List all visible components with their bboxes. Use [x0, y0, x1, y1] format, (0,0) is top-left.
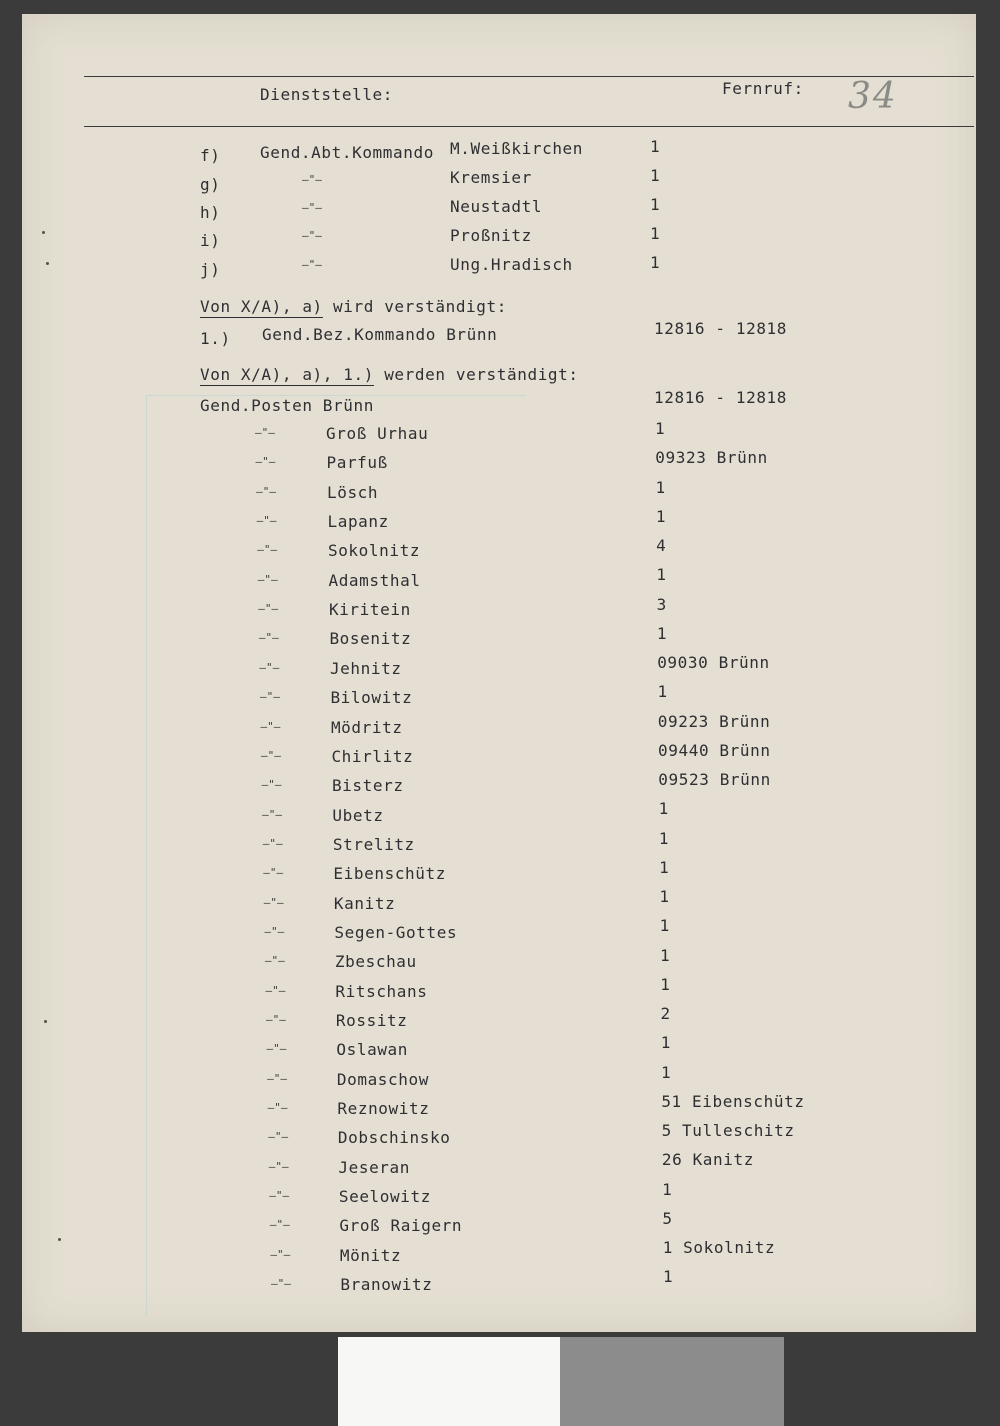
phone-value: 1	[659, 945, 671, 965]
fernruf-label: Fernruf:	[722, 79, 804, 98]
ditto-mark: —"—	[264, 954, 285, 968]
place-name: M.Weißkirchen	[450, 139, 584, 158]
phone-value: 12816 - 12818	[654, 388, 788, 407]
place-name: Neustadtl	[450, 197, 543, 216]
row-letter: g)	[200, 175, 221, 194]
ditto-mark: —"—	[255, 426, 275, 439]
paper-speck	[58, 1238, 61, 1241]
ditto-mark: —"—	[268, 1130, 289, 1144]
page-number: 34	[848, 76, 898, 117]
header-rule-top	[84, 76, 974, 77]
section-heading: Von X/A), a), 1.) werden verständigt:	[200, 365, 579, 384]
calibration-strip-white	[338, 1337, 560, 1426]
ditto-mark: —"—	[270, 1277, 291, 1291]
ditto-mark: —"—	[261, 748, 281, 762]
phone-value: 12816 - 12818	[654, 319, 788, 338]
paper-speck	[44, 1020, 47, 1023]
phone-value: 1	[657, 682, 668, 702]
phone-value: 1	[660, 974, 671, 994]
phone-value: 1	[650, 195, 661, 214]
phone-value: 1	[650, 166, 661, 185]
phone-value: 09323 Brünn	[655, 448, 768, 468]
phone-value: 1	[659, 887, 670, 906]
ditto-mark: —"—	[259, 690, 280, 704]
phone-value: 5	[662, 1208, 673, 1228]
place-name: Ubetz	[332, 805, 384, 825]
place-name: Jeseran	[338, 1157, 411, 1177]
ditto-mark: —"—	[267, 1101, 288, 1115]
phone-value: 1	[650, 224, 661, 243]
row-letter: h)	[200, 203, 221, 222]
phone-value: 5 Tulleschitz	[661, 1121, 795, 1140]
ditto-mark: —"—	[257, 543, 278, 557]
dienststelle-label: Dienststelle:	[260, 85, 394, 104]
ditto-mark: —"—	[258, 602, 279, 616]
place-name: Bosenitz	[329, 629, 412, 649]
phone-value: 1	[656, 623, 668, 643]
phone-value: 09223 Brünn	[657, 711, 771, 731]
place-name: Lösch	[326, 482, 379, 502]
section-reference: Von X/A), a)	[200, 297, 323, 316]
place-name: Bilowitz	[330, 688, 413, 708]
ditto-mark: —"—	[266, 1013, 286, 1026]
phone-value: 2	[660, 1004, 671, 1023]
section-reference: Von X/A), a), 1.)	[200, 365, 374, 384]
ditto-mark: —"—	[259, 660, 280, 674]
place-name: Proßnitz	[450, 226, 532, 245]
calibration-strip-gray	[560, 1337, 784, 1426]
place-name: Chirlitz	[331, 746, 414, 766]
phone-value: 4	[656, 536, 667, 555]
phone-value: 3	[656, 594, 667, 614]
place-name: Zbeschau	[334, 952, 417, 972]
row-letter: f)	[200, 146, 221, 165]
place-name: Strelitz	[332, 834, 415, 854]
ditto-mark: —"—	[262, 807, 283, 821]
place-name: Mönitz	[339, 1245, 402, 1265]
ditto-mark: —"—	[269, 1218, 290, 1232]
ditto-mark: —"—	[261, 778, 282, 792]
paper-speck	[42, 231, 45, 234]
phone-value: 1 Sokolnitz	[662, 1238, 776, 1257]
place-name: Ung.Hradisch	[450, 255, 573, 274]
phone-value: 1	[661, 1062, 672, 1082]
place-name: Seelowitz	[338, 1187, 431, 1207]
place-name: Kanitz	[333, 893, 396, 913]
margin-guide-line	[146, 396, 147, 1316]
place-name: Branowitz	[340, 1275, 433, 1295]
phone-value: 09030 Brünn	[657, 653, 770, 672]
place-name: Groß Urhau	[326, 424, 429, 443]
ditto-mark: —"—	[258, 631, 279, 645]
phone-value: 1	[659, 857, 670, 877]
place-name: Lapanz	[327, 512, 389, 532]
phone-value: 26 Kanitz	[661, 1150, 754, 1170]
ditto-mark: —"—	[302, 173, 322, 186]
ditto-mark: —"—	[268, 1159, 289, 1173]
place-name: Sokolnitz	[327, 541, 421, 561]
place-name: Kremsier	[450, 168, 532, 187]
phone-value: 1	[650, 253, 661, 272]
phone-value: 1	[658, 828, 670, 848]
phone-value: 1	[655, 419, 666, 438]
phone-value: 1	[655, 477, 666, 497]
paper-speck	[46, 262, 49, 265]
ditto-mark: —"—	[302, 258, 322, 271]
place-name: Mödritz	[330, 717, 403, 737]
ditto-mark: —"—	[270, 1247, 291, 1261]
place-name: Ritschans	[335, 981, 428, 1001]
phone-value: 1	[662, 1179, 673, 1199]
ditto-mark: —"—	[264, 924, 285, 938]
ditto-mark: —"—	[262, 836, 283, 850]
phone-value: 51 Eibenschütz	[661, 1091, 805, 1111]
unit-name: Gend.Bez.Kommando Brünn	[262, 325, 498, 344]
row-letter: j)	[200, 260, 221, 279]
unit-name: Gend.Abt.Kommando	[260, 143, 434, 162]
ditto-mark: —"—	[269, 1189, 290, 1203]
phone-value: 09523 Brünn	[658, 770, 771, 789]
row-number: 1.)	[200, 329, 231, 348]
place-name: Rossitz	[335, 1011, 408, 1030]
ditto-mark: —"—	[256, 514, 277, 528]
ditto-mark: —"—	[260, 719, 281, 733]
place-name: Groß Raigern	[339, 1216, 463, 1236]
place-name: Eibenschütz	[333, 864, 446, 884]
phone-value: 1	[659, 916, 670, 936]
phone-value: 1	[662, 1267, 674, 1287]
phone-value: 1	[658, 799, 669, 819]
header-rule-bottom	[84, 126, 974, 127]
phone-value: 1	[660, 1033, 671, 1053]
phone-value: 09440 Brünn	[658, 740, 771, 760]
place-name: Bisterz	[331, 776, 404, 796]
ditto-mark: —"—	[302, 229, 322, 242]
phone-value: 1	[656, 565, 667, 585]
row-letter: i)	[200, 231, 221, 250]
place-name: Domaschow	[336, 1069, 429, 1089]
ditto-mark: —"—	[257, 572, 278, 586]
ditto-mark: —"—	[265, 983, 286, 997]
place-name: Dobschinsko	[337, 1128, 451, 1148]
place-name: Kiritein	[328, 600, 411, 620]
ditto-mark: —"—	[263, 866, 284, 880]
phone-value: 1	[655, 506, 667, 526]
ditto-mark: —"—	[266, 1042, 287, 1056]
ditto-mark: —"—	[267, 1071, 287, 1085]
place-name: Jehnitz	[329, 658, 402, 678]
ditto-mark: —"—	[255, 455, 276, 469]
phone-value: 1	[650, 137, 661, 156]
place-name: Parfuß	[326, 453, 388, 473]
ditto-mark: —"—	[256, 484, 276, 498]
section-heading: Von X/A), a) wird verständigt:	[200, 297, 507, 316]
ditto-mark: —"—	[302, 201, 322, 214]
place-name: Segen-Gottes	[334, 922, 458, 942]
ditto-mark: —"—	[263, 895, 284, 909]
place-name: Oslawan	[336, 1040, 409, 1060]
unit-name: Gend.Posten Brünn	[200, 396, 374, 415]
place-name: Reznowitz	[337, 1099, 430, 1119]
place-name: Adamsthal	[328, 570, 421, 590]
